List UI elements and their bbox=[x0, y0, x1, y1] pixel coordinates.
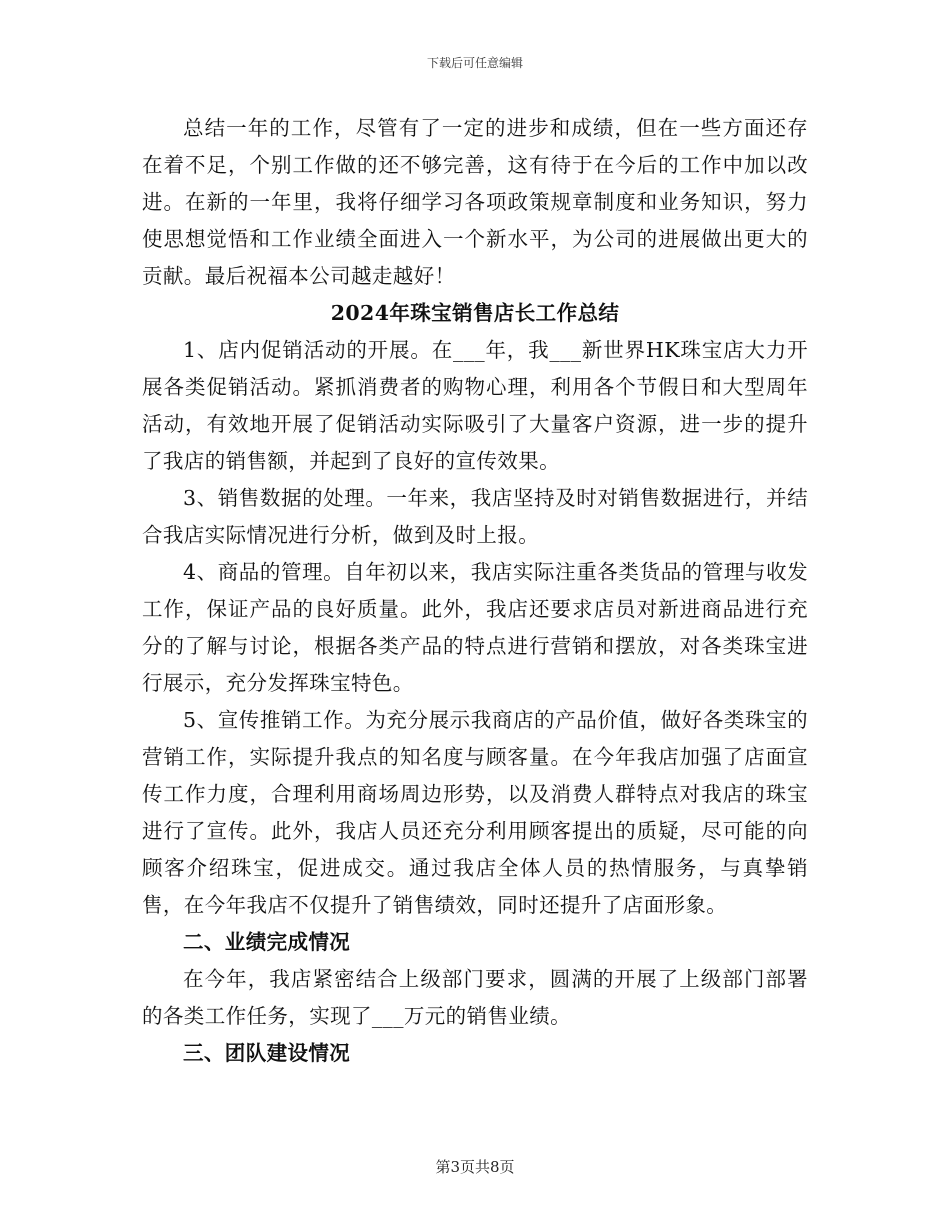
paragraph-sales-data: 3、销售数据的处理。一年来，我店坚持及时对销售数据进行，并结合我店实际情况进行分析，做到及时上报。 bbox=[142, 486, 808, 547]
paragraph-goods-management: 4、商品的管理。自年初以来，我店实际注重各类货品的管理与收发工作，保证产品的良好质量。此外，我店还要求店员对新进商品进行充分的了解与讨论，根据各类产品的特点进行营销和摆放，对各类珠宝进行展示，充分发挥珠宝特色。 bbox=[142, 560, 808, 695]
section-heading-team: 三、团队建设情况 bbox=[183, 1041, 351, 1065]
document-title: 2024年珠宝销售店长工作总结 bbox=[330, 301, 620, 325]
page-header: 下载后可任意编辑 bbox=[426, 56, 523, 70]
paragraph-performance: 在今年，我店紧密结合上级部门要求，圆满的开展了上级部门部署的各类工作任务，实现了___万元的销售业绩。 bbox=[142, 967, 808, 1028]
document-body bbox=[142, 110, 808, 1072]
paragraph-marketing: 5、宣传推销工作。为充分展示我商店的产品价值，做好各类珠宝的营销工作，实际提升我点的知名度与顾客量。在今年我店加强了店面宣传工作力度，合理利用商场周边形势，以及消费人群特点对我店的珠宝进行了宣传。此外，我店人员还充分利用顾客提出的质疑，尽可能的向顾客介绍珠宝，促进成交。通过我店全体人员的热情服务，与真挚销售，在今年我店不仅提升了销售绩效，同时还提升了店面形象。 bbox=[142, 708, 808, 917]
page-number: 第3页共8页 bbox=[435, 1158, 515, 1176]
intro-paragraph: 总结一年的工作，尽管有了一定的进步和成绩，但在一些方面还存在着不足，个别工作做的还不够完善，这有待于在今后的工作中加以改进。在新的一年里，我将仔细学习各项政策规章制度和业务知识，努力使思想觉悟和工作业绩全面进入一个新水平，为公司的进展做出更大的贡献。最后祝福本公司越走越好！ bbox=[142, 116, 808, 288]
section-heading-performance: 二、业绩完成情况 bbox=[183, 930, 351, 954]
paragraph-promotion: 1、店内促销活动的开展。在___年，我___新世界HK珠宝店大力开展各类促销活动。紧抓消费者的购物心理，利用各个节假日和大型周年活动，有效地开展了促销活动实际吸引了大量客户资源，进一步的提升了我店的销售额，并起到了良好的宣传效果。 bbox=[142, 338, 808, 473]
